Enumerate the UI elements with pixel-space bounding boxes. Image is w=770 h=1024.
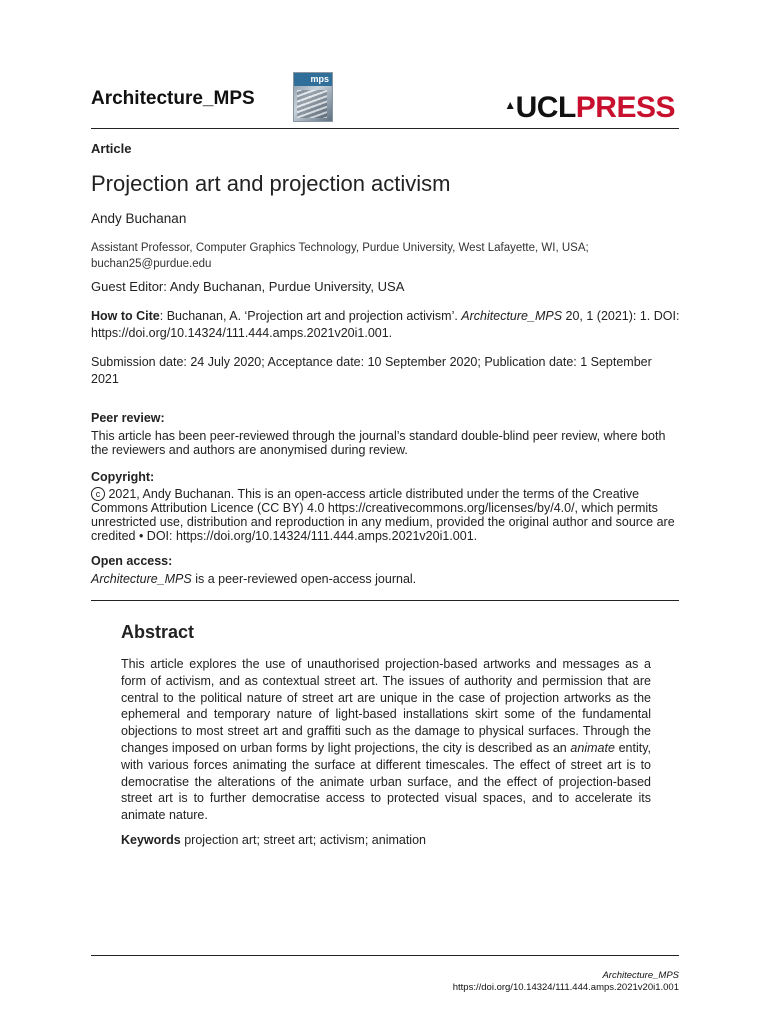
journal-title: Architecture_MPS (91, 88, 255, 109)
cover-label: mps (294, 73, 332, 86)
abstract-emphasis: animate (570, 740, 615, 755)
abstract-text (121, 656, 651, 824)
footer-journal: Architecture_MPS (602, 970, 679, 981)
journal-cover-thumbnail (293, 72, 333, 122)
open-access-journal: Architecture_MPS (91, 572, 192, 586)
copyright-icon: c (91, 487, 105, 501)
article-type: Article (91, 141, 132, 156)
citation-journal: Architecture_MPS (461, 309, 563, 323)
article-title: Projection art and projection activism (91, 171, 451, 196)
author-email[interactable]: buchan25@purdue.edu (91, 258, 212, 270)
abstract-part-2: entity, with various forces animating the surface at different timescales. The effect of street art is to democratise the alterations of the animate urban surface, and the effect of projection-based street art is to further democratise access to protected visual spaces, and to accelerate its animate nature. (121, 740, 651, 823)
page-footer (453, 970, 679, 994)
how-to-cite-label: How to Cite (91, 309, 160, 323)
publication-dates: Submission date: 24 July 2020; Acceptance date: 10 September 2020; Publication date: 1 September 2021 (91, 355, 652, 386)
ucl-dome-icon: ▲ (504, 98, 516, 112)
abstract-part-1: This article explores the use of unauthorised projection-based artworks and messages as a form of activism, and as contextual street art. The issues of authority and permission that are central to the political nature of street art are unique in the case of projection artworks as the ephemeral and temporary nature of light-based installations skirt some of the fundamental objections to most street art and graffiti such as the damage to physical surfaces. Through the changes imposed on urban forms by light projections, the city is described as an (121, 657, 651, 755)
citation-text-after[interactable]: 20, 1 (2021): 1. DOI: https://doi.org/10.14324/111.444.amps.2021v20i1.001. (91, 309, 680, 340)
publisher-press: PRESS (575, 91, 675, 124)
cover-image (297, 90, 327, 118)
keywords-label: Keywords (121, 833, 181, 847)
copyright-heading: Copyright: (91, 470, 155, 484)
publisher-ucl: UCL (515, 91, 576, 124)
abstract-title: Abstract (121, 622, 195, 642)
publisher-logo (504, 88, 675, 125)
footer-doi[interactable]: https://doi.org/10.14324/111.444.amps.2021v20i1.001 (452, 982, 679, 993)
header-divider (91, 128, 679, 129)
open-access-body (91, 572, 681, 586)
affiliation-text: Assistant Professor, Computer Graphics Technology, Purdue University, West Lafayette, WI, USA; (91, 242, 589, 254)
guest-editor: Guest Editor: Andy Buchanan, Purdue University, USA (91, 279, 405, 294)
author-affiliation (91, 240, 679, 272)
keywords-text: projection art; street art; activism; animation (180, 833, 426, 847)
author-name: Andy Buchanan (91, 211, 187, 226)
open-access-text: is a peer-reviewed open-access journal. (191, 572, 417, 586)
front-matter-divider (91, 600, 679, 601)
open-access-heading: Open access: (91, 554, 173, 568)
citation-text-before: : Buchanan, A. ‘Projection art and projection activism’. (159, 309, 462, 323)
keywords (121, 833, 426, 847)
peer-review-body: This article has been peer-reviewed through the journal’s standard double-blind peer review, where both the reviewers and authors are anonymised during review. (91, 429, 666, 457)
how-to-cite (91, 308, 681, 342)
footer-divider (91, 955, 679, 956)
copyright-text[interactable]: 2021, Andy Buchanan. This is an open-access article distributed under the terms of the Creative Commons Attribution Licence (CC BY) 4.0 https://creativecommons.org/licenses/by/4.0/, which permits unrestricted use, distribution and reproduction in any medium, provided the original author and source are credited • DOI: https://doi.org/10.14324/111.444.amps.2021v20i1.001. (91, 487, 675, 543)
peer-review-heading: Peer review: (91, 411, 165, 425)
copyright-body (91, 487, 681, 543)
